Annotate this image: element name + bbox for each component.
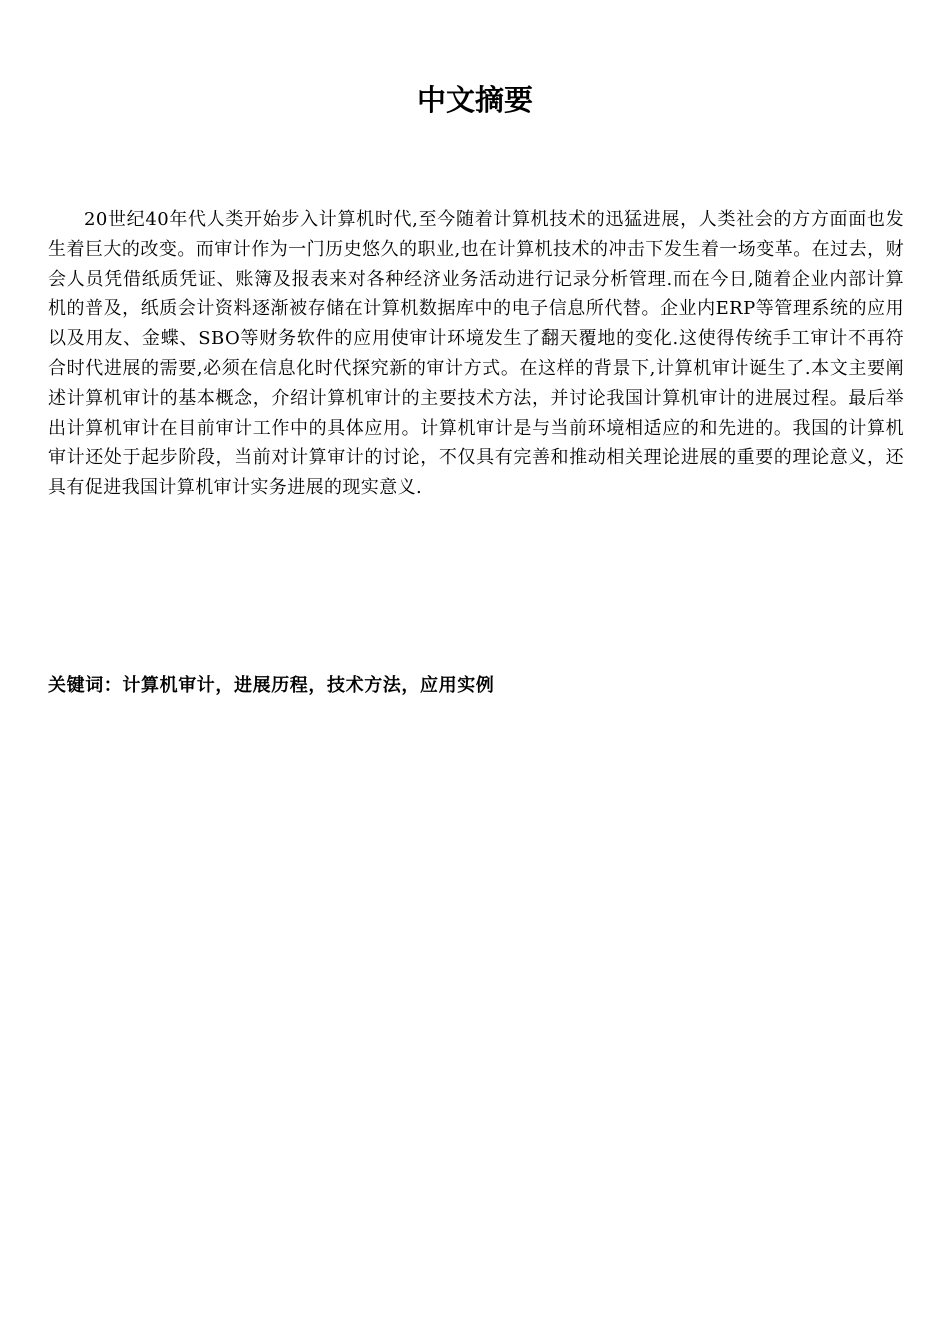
page-title: 中文摘要 <box>416 83 533 117</box>
keywords-line: 关键词：计算机审计，进展历程，技术方法，应用实例 <box>48 675 495 696</box>
abstract-paragraph: 20世纪40年代人类开始步入计算机时代,至今随着计算机技术的迅猛进展，人类社会的方方面面也发生着巨大的改变。而审计作为一门历史悠久的职业,也在计算机技术的冲击下发生着一场变革。在过去，财会人员凭借纸质凭证、账簿及报表来对各种经济业务活动进行记录分析管理.而在今日,随着企业内部计算机的普及，纸质会计资料逐渐被存储在计算机数据库中的电子信息所代替。企业内ERP等管理系统的应用以及用友、金蝶、SBO等财务软件的应用使审计环境发生了翻天覆地的变化.这使得传统手工审计不再符合时代进展的需要,必须在信息化时代探究新的审计方式。在这样的背景下,计算机审计诞生了.本文主要阐述计算机审计的基本概念，介绍计算机审计的主要技术方法，并讨论我国计算机审计的进展过程。最后举出计算机审计在目前审计工作中的具体应用。计算机审计是与当前环境相适应的和先进的。我国的计算机审计还处于起步阶段，当前对计算审计的讨论，不仅具有完善和推动相关理论进展的重要的理论意义，还具有促进我国计算机审计实务进展的现实意义. <box>48 209 904 499</box>
